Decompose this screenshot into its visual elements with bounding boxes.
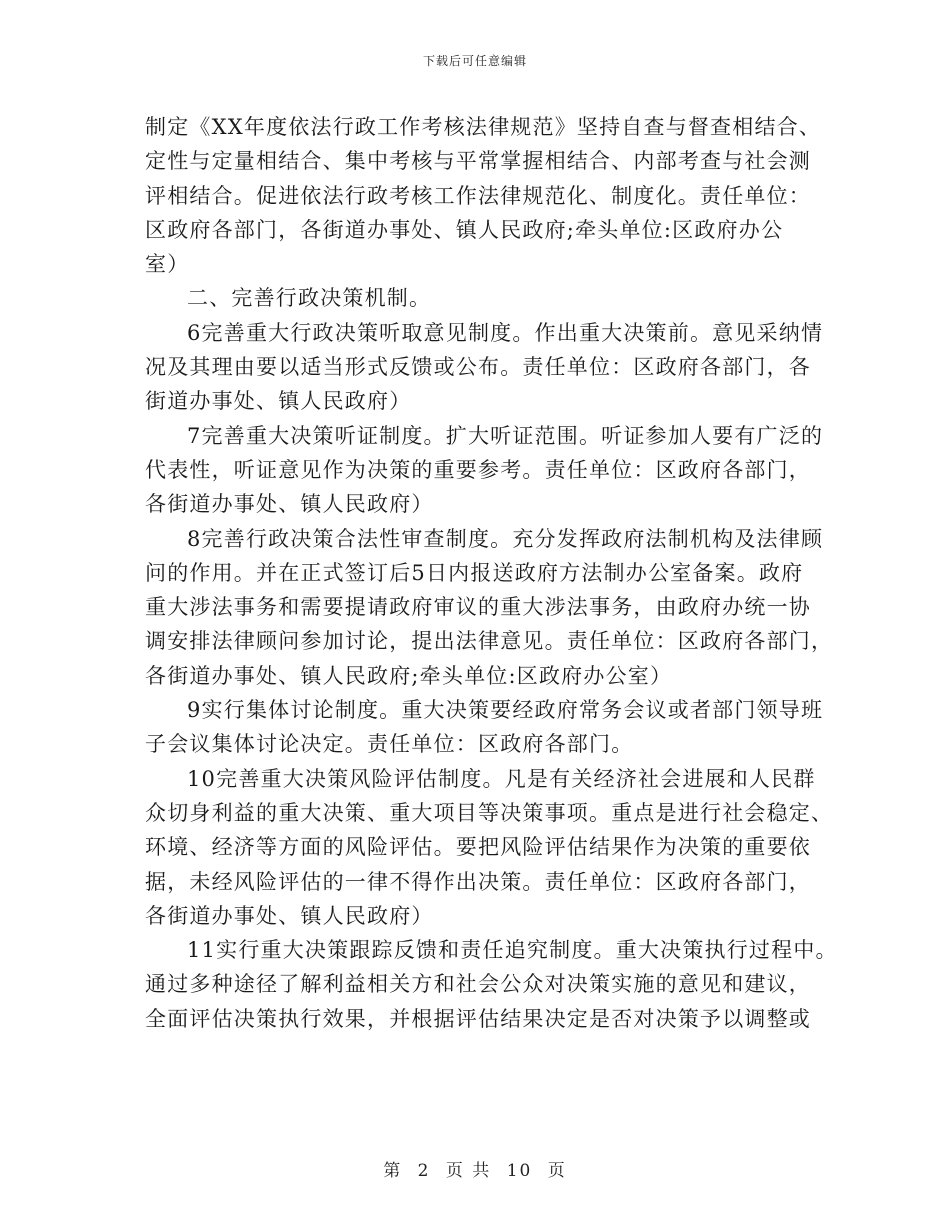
text-line: 问的作用。并在正式签订后5日内报送政府方法制办公室备案。政府	[145, 560, 804, 585]
section-heading: 二、完善行政决策机制。	[187, 286, 432, 311]
text-line: 子会议集体讨论决定。责任单位：区政府各部门。	[145, 732, 634, 757]
footer-prefix: 第	[383, 1161, 403, 1181]
text-line: 况及其理由要以适当形式反馈或公布。责任单位：区政府各部门，各	[145, 355, 811, 380]
text-line: 室）	[145, 252, 190, 277]
text-line: 街道办事处、镇人民政府）	[145, 389, 412, 414]
text-line: 制定《XX年度依法行政工作考核法律规范》坚持自查与督查相结合、	[145, 115, 822, 139]
text-line: 区政府各部门，各街道办事处、镇人民政府;牵头单位:区政府办公	[145, 217, 784, 242]
text-line: 据，未经风险评估的一律不得作出决策。责任单位：区政府各部门，	[145, 869, 811, 894]
text-line: 环境、经济等方面的风险评估。要把风险评估结果作为决策的重要依	[145, 835, 811, 860]
text-line: 9实行集体讨论制度。重大决策要经政府常务会议或者部门领导班	[187, 698, 824, 723]
text-line: 6完善重大行政决策听取意见制度。作出重大决策前。意见采纳情	[187, 320, 824, 345]
text-line: 各街道办事处、镇人民政府）	[145, 903, 434, 928]
text-line: 调安排法律顾问参加讨论，提出法律意见。责任单位：区政府各部门，	[145, 629, 834, 654]
page-header: 下载后可任意编辑	[422, 54, 527, 68]
current-page-number: 2	[417, 1161, 431, 1181]
text-line: 8完善行政决策合法性审查制度。充分发挥政府法制机构及法律顾	[187, 526, 824, 551]
text-line: 各街道办事处、镇人民政府）	[145, 492, 434, 517]
text-line: 10完善重大决策风险评估制度。凡是有关经济社会进展和人民群	[187, 766, 816, 791]
document-body	[145, 110, 838, 1036]
footer-suffix: 页	[547, 1161, 567, 1181]
text-line: 代表性，听证意见作为决策的重要参考。责任单位：区政府各部门，	[145, 457, 811, 482]
text-line: 11实行重大决策跟踪反馈和责任追究制度。重大决策执行过程中。	[187, 938, 838, 963]
page-footer	[0, 1156, 950, 1181]
text-line: 全面评估决策执行效果，并根据评估结果决定是否对决策予以调整或	[145, 1006, 811, 1031]
text-line: 7完善重大决策听证制度。扩大听证范围。听证参加人要有广泛的	[187, 423, 824, 448]
footer-middle: 页 共	[445, 1161, 492, 1181]
text-line: 众切身利益的重大决策、重大项目等决策事项。重点是进行社会稳定、	[145, 800, 834, 825]
text-line: 各街道办事处、镇人民政府;牵头单位:区政府办公室）	[145, 663, 673, 688]
text-line: 定性与定量相结合、集中考核与平常掌握相结合、内部考查与社会测	[145, 149, 811, 174]
total-page-count: 10	[506, 1161, 533, 1181]
text-line: 重大涉法事务和需要提请政府审议的重大涉法事务，由政府办统一协	[145, 595, 811, 620]
text-line: 通过多种途径了解利益相关方和社会公众对决策实施的意见和建议，	[145, 972, 811, 997]
text-line: 评相结合。促进依法行政考核工作法律规范化、制度化。责任单位：	[145, 183, 811, 208]
